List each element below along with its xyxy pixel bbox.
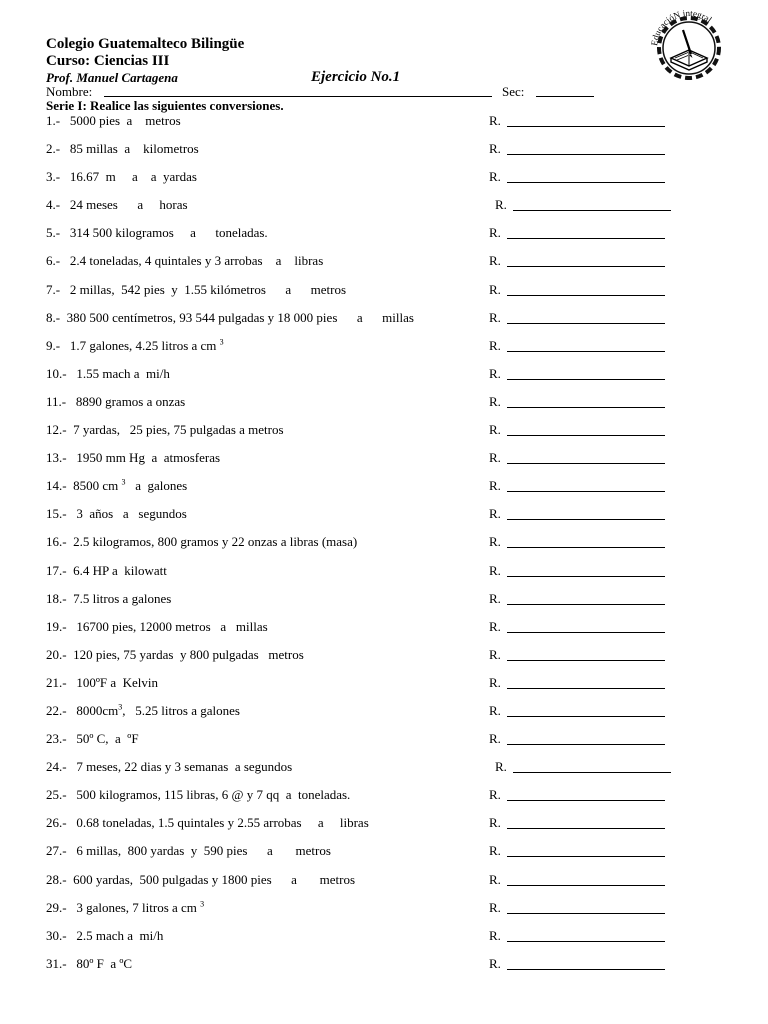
exercise-item: [46, 759, 686, 787]
question-text: 27.- 6 millas, 800 yardas y 590 pies a metros: [46, 843, 331, 859]
exercise-item: [46, 928, 686, 956]
exercise-item: [46, 619, 686, 647]
answer-prefix: R.: [489, 702, 501, 718]
exercise-item: [46, 787, 686, 815]
answer-blank-line[interactable]: [507, 688, 665, 689]
question-text: 6.- 2.4 toneladas, 4 quintales y 3 arrobas a libras: [46, 253, 324, 269]
exercise-item: [46, 563, 686, 591]
question-text: 22.- 8000cm: [46, 702, 119, 718]
answer-prefix: R.: [489, 478, 501, 494]
exercise-question: [46, 900, 204, 915]
question-text: 3.- 16.67 m a a yardas: [46, 169, 197, 185]
exercise-item: [46, 253, 686, 281]
answer-blank-line[interactable]: [507, 266, 665, 267]
question-text: 14.- 8500 cm: [46, 478, 122, 494]
answer-field: [489, 563, 669, 578]
question-text: 7.- 2 millas, 542 pies y 1.55 kilómetros a metros: [46, 281, 347, 297]
answer-field: [489, 141, 669, 156]
answer-blank-line[interactable]: [513, 772, 671, 773]
exercise-question: [46, 787, 350, 802]
exercise-question: [46, 141, 199, 156]
answer-blank-line[interactable]: [507, 126, 665, 127]
superscript-exponent: 3: [219, 337, 224, 347]
answer-blank-line[interactable]: [507, 182, 665, 183]
answer-prefix: R.: [489, 787, 501, 803]
answer-field: [495, 759, 675, 774]
exercise-question: [46, 422, 284, 437]
answer-prefix: R.: [489, 562, 501, 578]
exercise-item: [46, 675, 686, 703]
name-label: Nombre:: [46, 84, 93, 99]
exercise-item: [46, 141, 686, 169]
answer-field: [489, 787, 669, 802]
question-text: 2.- 85 millas a kilometros: [46, 141, 199, 157]
exercise-question: [46, 253, 323, 268]
answer-field: [489, 534, 669, 549]
exercise-item: [46, 591, 686, 619]
answer-field: [489, 591, 669, 606]
answer-field: [489, 394, 669, 409]
answer-prefix: R.: [489, 393, 501, 409]
school-logo: [641, 8, 733, 82]
exercise-item: [46, 394, 686, 422]
exercise-item: [46, 450, 686, 478]
answer-blank-line[interactable]: [507, 351, 665, 352]
question-text: 10.- 1.55 mach a mi/h: [46, 365, 170, 381]
exercise-item: [46, 534, 686, 562]
answer-blank-line[interactable]: [507, 323, 665, 324]
answer-prefix: R.: [489, 450, 501, 466]
school-name: Colegio Guatemalteco Bilingüe: [46, 36, 245, 52]
answer-field: [489, 843, 669, 858]
name-blank-line[interactable]: [104, 96, 492, 97]
question-text: 31.- 80º F a ºC: [46, 955, 133, 971]
answer-field: [489, 225, 669, 240]
answer-field: [489, 282, 669, 297]
answer-blank-line[interactable]: [507, 913, 665, 914]
exercise-question: [46, 731, 139, 746]
exercise-question: [46, 759, 292, 774]
answer-prefix: R.: [489, 731, 501, 747]
exercise-item: [46, 366, 686, 394]
answer-prefix: R.: [489, 337, 501, 353]
exercise-title: Ejercicio No.1: [311, 69, 401, 85]
answer-field: [489, 366, 669, 381]
exercise-question: [46, 282, 346, 297]
answer-blank-line[interactable]: [507, 379, 665, 380]
exercise-item: [46, 815, 686, 843]
answer-field: [489, 675, 669, 690]
exercise-item: [46, 647, 686, 675]
superscript-exponent: 3: [200, 899, 205, 909]
answer-blank-line[interactable]: [507, 800, 665, 801]
logo-motto: EducacióN integral: [649, 8, 714, 47]
answer-prefix: R.: [489, 843, 501, 859]
professor-name: Prof. Manuel Cartagena: [46, 70, 178, 85]
exercise-question: [46, 197, 188, 212]
exercise-question: [46, 394, 185, 409]
answer-field: [489, 338, 669, 353]
answer-blank-line[interactable]: [507, 744, 665, 745]
answer-field: [489, 956, 669, 971]
exercise-item: [46, 506, 686, 534]
superscript-exponent: 3: [121, 477, 126, 487]
series-title: Serie I: Realice las siguientes conversiones.: [46, 98, 284, 113]
exercise-question: [46, 843, 331, 858]
question-text: 19.- 16700 pies, 12000 metros a millas: [46, 618, 268, 634]
exercise-item: [46, 282, 686, 310]
answer-prefix: R.: [489, 169, 501, 185]
section-blank-line[interactable]: [536, 96, 594, 97]
exercise-item: [46, 197, 686, 225]
answer-prefix: R.: [489, 618, 501, 634]
exercise-item: [46, 900, 686, 928]
question-text: 11.- 8890 gramos a onzas: [46, 393, 186, 409]
question-text: 4.- 24 meses a horas: [46, 197, 188, 213]
answer-blank-line[interactable]: [507, 660, 665, 661]
section-label: Sec:: [502, 84, 525, 99]
answer-field: [489, 450, 669, 465]
exercise-question: [46, 169, 197, 184]
student-info-row: [46, 85, 606, 99]
answer-field: [489, 647, 669, 662]
exercise-list: [46, 113, 686, 984]
answer-prefix: R.: [489, 422, 501, 438]
answer-prefix: R.: [489, 674, 501, 690]
answer-prefix: R.: [489, 309, 501, 325]
exercise-question: [46, 338, 224, 353]
exercise-question: [46, 703, 240, 718]
answer-field: [489, 703, 669, 718]
answer-field: [489, 169, 669, 184]
answer-blank-line[interactable]: [507, 491, 665, 492]
exercise-question: [46, 310, 414, 325]
exercise-question: [46, 366, 170, 381]
answer-field: [489, 900, 669, 915]
exercise-question: [46, 534, 357, 549]
answer-prefix: R.: [489, 225, 501, 241]
answer-blank-line[interactable]: [507, 295, 665, 296]
exercise-question: [46, 956, 132, 971]
answer-blank-line[interactable]: [507, 604, 665, 605]
exercise-item: [46, 338, 686, 366]
exercise-item: [46, 422, 686, 450]
answer-prefix: R.: [489, 141, 501, 157]
question-text: 29.- 3 galones, 7 litros a cm: [46, 899, 201, 915]
answer-prefix: R.: [489, 281, 501, 297]
exercise-question: [46, 450, 220, 465]
answer-prefix: R.: [489, 646, 501, 662]
answer-field: [489, 731, 669, 746]
answer-field: [489, 928, 669, 943]
answer-prefix: R.: [489, 955, 501, 971]
answer-field: [495, 197, 675, 212]
answer-blank-line[interactable]: [507, 238, 665, 239]
exercise-item: [46, 310, 686, 338]
exercise-question: [46, 225, 268, 240]
answer-prefix: R.: [489, 899, 501, 915]
exercise-question: [46, 872, 355, 887]
question-text-continued: a galones: [125, 478, 188, 494]
answer-prefix: R.: [489, 871, 501, 887]
answer-blank-line[interactable]: [507, 969, 665, 970]
answer-blank-line[interactable]: [507, 828, 665, 829]
answer-blank-line[interactable]: [507, 632, 665, 633]
exercise-item: [46, 731, 686, 759]
question-text: 26.- 0.68 toneladas, 1.5 quintales y 2.55 arrobas a libras: [46, 815, 369, 831]
answer-field: [489, 478, 669, 493]
question-text: 15.- 3 años a segundos: [46, 506, 187, 522]
answer-prefix: R.: [489, 253, 501, 269]
answer-blank-line[interactable]: [507, 435, 665, 436]
question-text: 17.- 6.4 HP a kilowatt: [46, 562, 167, 578]
answer-field: [489, 422, 669, 437]
answer-blank-line[interactable]: [507, 519, 665, 520]
answer-blank-line[interactable]: [507, 407, 665, 408]
answer-blank-line[interactable]: [507, 463, 665, 464]
question-text: 24.- 7 meses, 22 dias y 3 semanas a segundos: [46, 759, 293, 775]
answer-blank-line[interactable]: [513, 210, 671, 211]
answer-blank-line[interactable]: [507, 856, 665, 857]
answer-prefix: R.: [489, 534, 501, 550]
question-text: 16.- 2.5 kilogramos, 800 gramos y 22 onzas a libras (masa): [46, 534, 358, 550]
question-text: 8.- 380 500 centímetros, 93 544 pulgadas y 18 000 pies a millas: [46, 309, 414, 325]
answer-field: [489, 253, 669, 268]
exercise-item: [46, 478, 686, 506]
answer-blank-line[interactable]: [507, 576, 665, 577]
question-text: 12.- 7 yardas, 25 pies, 75 pulgadas a metros: [46, 422, 284, 438]
question-text: 21.- 100ºF a Kelvin: [46, 674, 158, 690]
question-text: 5.- 314 500 kilogramos a toneladas.: [46, 225, 268, 241]
exercise-item: [46, 225, 686, 253]
answer-field: [489, 506, 669, 521]
answer-blank-line[interactable]: [507, 885, 665, 886]
answer-blank-line[interactable]: [507, 941, 665, 942]
answer-field: [489, 113, 669, 128]
question-text: 23.- 50º C, a ºF: [46, 731, 139, 747]
answer-blank-line[interactable]: [507, 716, 665, 717]
exercise-item: [46, 843, 686, 871]
exercise-item: [46, 169, 686, 197]
exercise-question: [46, 647, 304, 662]
question-text-continued: , 5.25 litros a galones: [122, 702, 240, 718]
question-text: 28.- 600 yardas, 500 pulgadas y 1800 pies a metros: [46, 871, 356, 887]
answer-prefix: R.: [489, 365, 501, 381]
question-text: 9.- 1.7 galones, 4.25 litros a cm: [46, 337, 220, 353]
superscript-exponent: 3: [118, 702, 123, 712]
answer-prefix: R.: [489, 113, 501, 128]
exercise-question: [46, 815, 369, 830]
exercise-question: [46, 563, 167, 578]
question-text: 20.- 120 pies, 75 yardas y 800 pulgadas metros: [46, 646, 304, 662]
answer-prefix: R.: [495, 759, 507, 775]
exercise-question: [46, 675, 158, 690]
exercise-item: [46, 956, 686, 984]
question-text: 13.- 1950 mm Hg a atmosferas: [46, 450, 221, 466]
question-text: 18.- 7.5 litros a galones: [46, 590, 172, 606]
exercise-item: [46, 703, 686, 731]
exercise-question: [46, 113, 181, 128]
answer-field: [489, 310, 669, 325]
answer-blank-line[interactable]: [507, 547, 665, 548]
exercise-question: [46, 619, 268, 634]
exercise-question: [46, 478, 187, 493]
exercise-item: [46, 872, 686, 900]
question-text: 1.- 5000 pies a metros: [46, 113, 181, 128]
exercise-question: [46, 591, 171, 606]
course-name: Curso: Ciencias III: [46, 53, 170, 69]
answer-prefix: R.: [489, 590, 501, 606]
question-text: 30.- 2.5 mach a mi/h: [46, 927, 164, 943]
answer-blank-line[interactable]: [507, 154, 665, 155]
answer-field: [489, 872, 669, 887]
answer-prefix: R.: [495, 197, 507, 213]
answer-prefix: R.: [489, 927, 501, 943]
exercise-item: [46, 113, 686, 141]
exercise-question: [46, 928, 163, 943]
answer-field: [489, 815, 669, 830]
answer-field: [489, 619, 669, 634]
exercise-question: [46, 506, 187, 521]
question-text: 25.- 500 kilogramos, 115 libras, 6 @ y 7 qq a toneladas.: [46, 787, 351, 803]
answer-prefix: R.: [489, 815, 501, 831]
answer-prefix: R.: [489, 506, 501, 522]
